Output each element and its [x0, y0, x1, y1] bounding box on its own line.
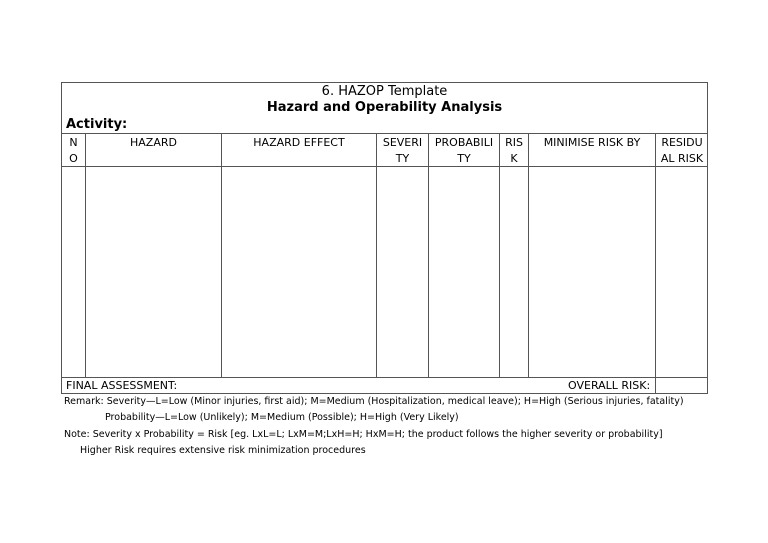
column-header-probability: PROBABILI TY: [434, 136, 494, 165]
column-header-residual-risk: RESIDU AL RISK: [660, 136, 704, 165]
column-divider: [376, 133, 377, 377]
header-top-border: [62, 133, 707, 134]
template-title: 6. HAZOP Template: [321, 84, 448, 99]
column-header-risk: RIS K: [505, 136, 523, 165]
column-divider: [655, 133, 656, 377]
remark-line-2: Probability—L=Low (Unlikely); M=Medium (Possible); H=High (Very Likely): [105, 412, 459, 423]
footer-top-border: [62, 377, 707, 378]
column-divider: [85, 133, 86, 377]
template-subtitle: Hazard and Operability Analysis: [266, 100, 503, 115]
column-divider: [221, 133, 222, 377]
column-divider: [428, 133, 429, 377]
column-header-minimise-risk-by: MINIMISE RISK BY: [543, 136, 641, 149]
column-header-hazard-effect: HAZARD EFFECT: [253, 136, 345, 149]
final-assessment-label: FINAL ASSESSMENT:: [66, 379, 178, 392]
column-divider: [528, 133, 529, 377]
note-line-1: Note: Severity x Probability = Risk [eg. LxL=L; LxM=M;LxH=H; HxM=H; the product follows the higher severity or probability]: [64, 429, 663, 440]
remark-line-1: Remark: Severity—L=Low (Minor injuries, first aid); M=Medium (Hospitalization, medical leave); H=High (Serious injuries, fatality): [64, 396, 684, 407]
overall-risk-value-cell: [655, 377, 656, 394]
column-header-no: N O: [69, 136, 78, 165]
note-line-2: Higher Risk requires extensive risk minimization procedures: [80, 445, 366, 456]
hazop-template-table: [61, 82, 708, 394]
column-header-hazard: HAZARD: [130, 136, 177, 149]
overall-risk-label: OVERALL RISK:: [568, 379, 651, 392]
activity-label: Activity:: [66, 117, 128, 132]
column-header-severity: SEVERI TY: [382, 136, 423, 165]
column-divider: [499, 133, 500, 377]
